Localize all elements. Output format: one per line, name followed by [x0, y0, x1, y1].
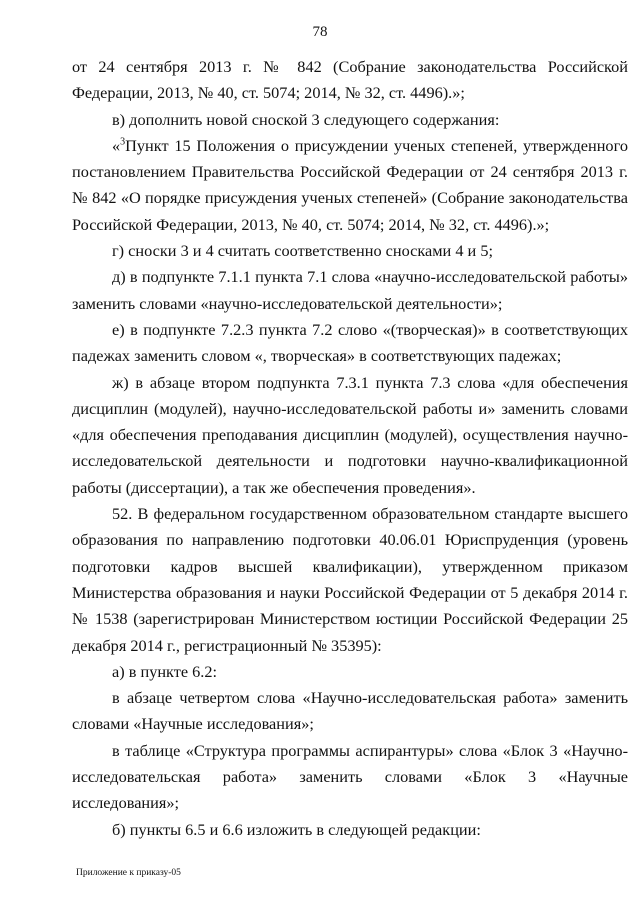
paragraph-11: в таблице «Структура программы аспирантуры» слова «Блок 3 «Научно-исследовательская работа» заменить словами «Блок 3 «Научные исследования»; [72, 740, 628, 813]
open-quote: « [112, 135, 121, 155]
paragraph-5: д) в подпункте 7.1.1 пункта 7.1 слова «научно-исследовательской работы» заменить словами «научно-исследовательской деятельности»; [72, 267, 628, 313]
paragraph-3 [72, 133, 628, 238]
paragraph-7: ж) в абзаце втором подпункта 7.3.1 пункта 7.3 слова «для обеспечения дисциплин (модулей), научно-исследовательской работы и» заменить словами «для обеспечения преподавания дисциплин (модулей), осуществления научно-исследовательской деятельности и подготовки научно-квалификационной работы (диссертации), а так же обеспечения проведения». [72, 372, 628, 497]
footer-note: Приложение к приказу-05 [76, 868, 181, 878]
paragraph-6: е) в подпункте 7.2.3 пункта 7.2 слово «(творческая)» в соответствующих падежах заменить словом «, творческая» в соответствующих падежах; [72, 319, 628, 366]
paragraph-9: а) в пункте 6.2: [112, 661, 218, 681]
footnote-marker: 3 [120, 136, 126, 148]
paragraph-2: в) дополнить новой сноской 3 следующего содержания: [112, 109, 500, 129]
page-number: 78 [312, 24, 328, 40]
document-body [72, 54, 628, 843]
paragraph-10: в абзаце четвертом слова «Научно-исследовательская работа» заменить словами «Научные исследования»; [72, 688, 628, 734]
paragraph-1: от 24 сентября 2013 г. № 842 (Собрание законодательства Российской Федерации, 2013, № 40, ст. 5074; 2014, № 32, ст. 4496).»; [72, 57, 628, 103]
paragraph-4: г) сноски 3 и 4 считать соответственно сносками 4 и 5; [112, 241, 493, 261]
paragraph-8: 52. В федеральном государственном образовательном стандарте высшего образования по направлению подготовки 40.06.01 Юриспруденция (уровень подготовки кадров высшей квалификации), утвержденном приказом Министерства образования и науки Российской Федерации от 5 декабря 2014 г. № 1538 (зарегистрирован Министерством юстиции Российской Федерации 25 декабря 2014 г., регистрационный № 35395): [72, 504, 628, 655]
paragraph-12: б) пункты 6.5 и 6.6 изложить в следующей редакции: [112, 819, 481, 839]
paragraph-3-text: Пункт 15 Положения о присуждении ученых степеней, утвержденного постановлением Правительства Российской Федерации от 24 сентября 2013 г. № 842 «О порядке присуждения ученых степеней» (Собрание законодательства Российской Федерации, 2013, № 40, ст. 5074; 2014, № 32, ст. 4496).»; [72, 135, 628, 234]
